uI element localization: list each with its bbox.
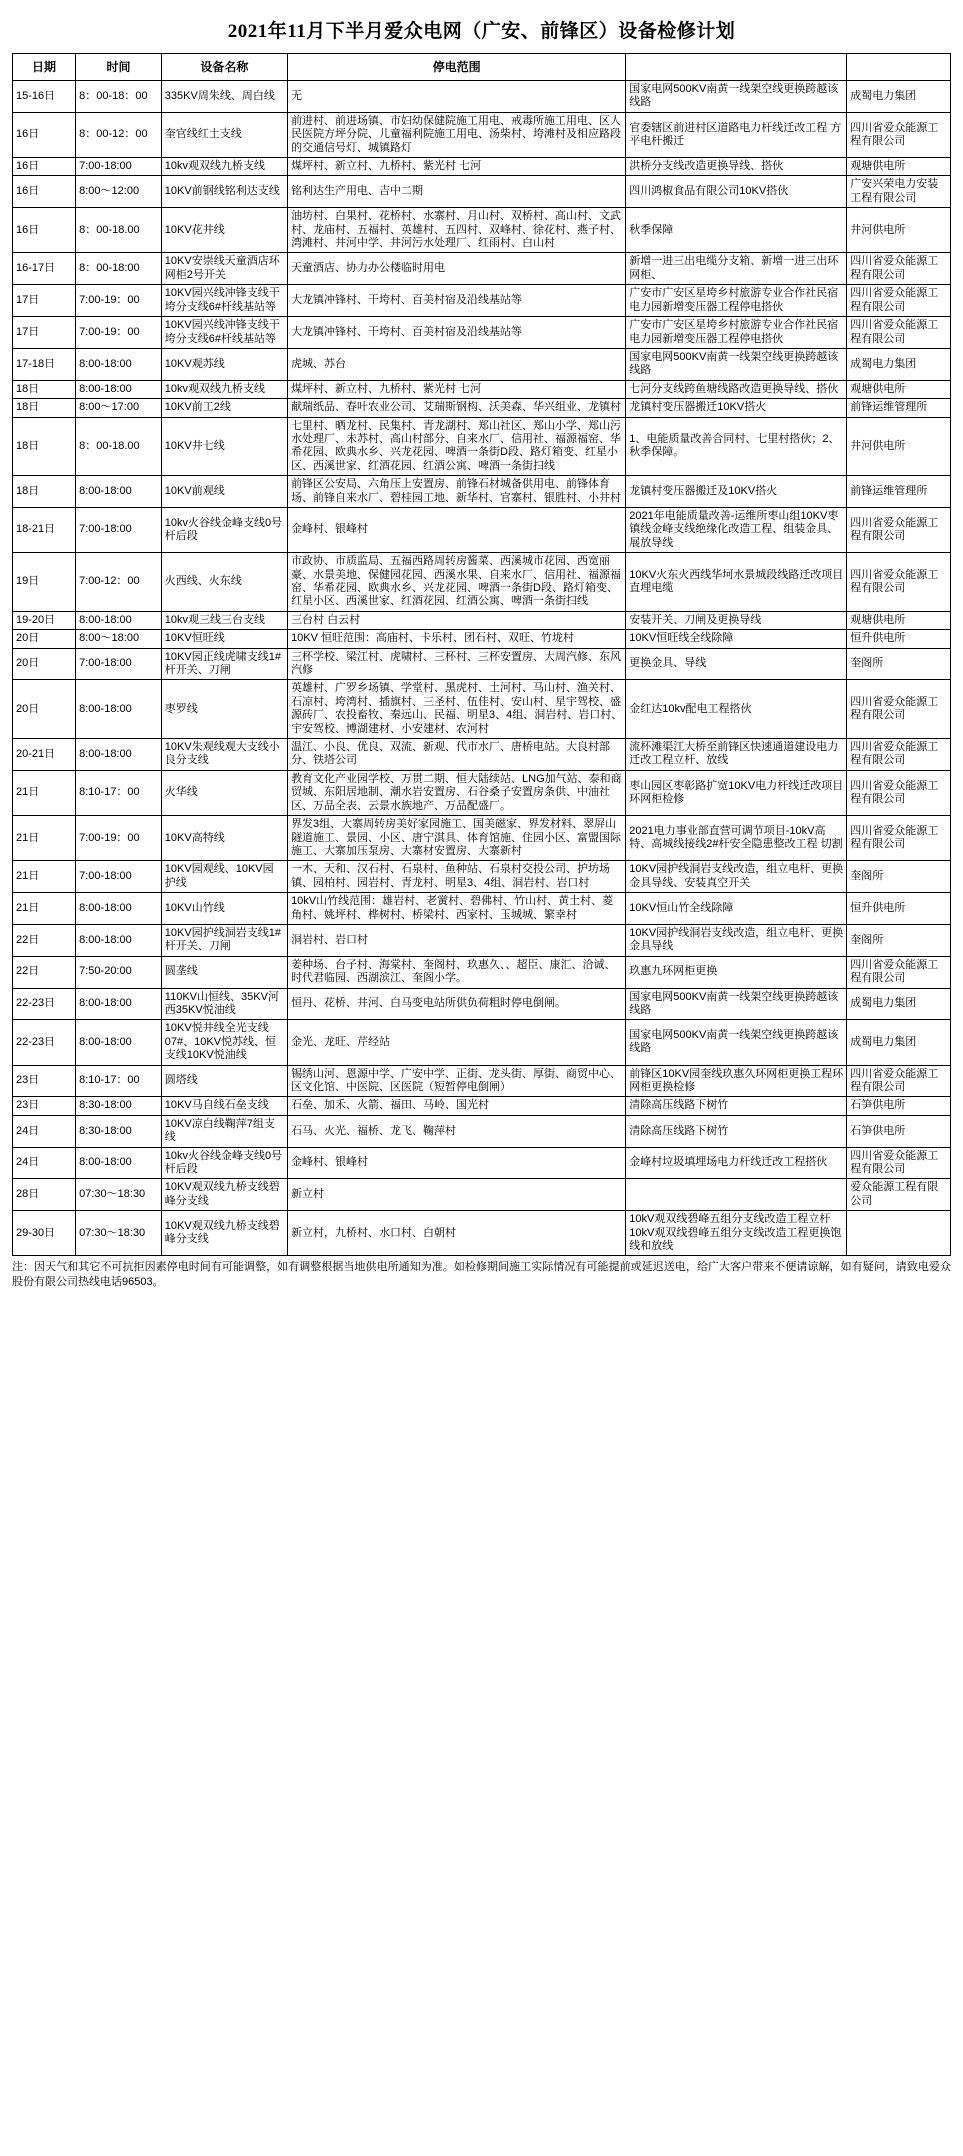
cell-time: 8:00-18:00: [76, 739, 162, 771]
cell-unit: 井河供电所: [847, 417, 951, 476]
table-row: [13, 611, 951, 629]
cell-date: 18-21日: [13, 507, 76, 552]
cell-date: 21日: [13, 770, 76, 815]
cell-unit: 四川省爱众能源工程有限公司: [847, 1065, 951, 1097]
cell-scope: 英雄村、广罗乡场镇、学堂村、黑虎村、土河村、马山村、渔关村、石凉村、垮湾村、插旗村、三圣村、伍佳村、安山村、星宇驾校、盛源砖厂、农投畜牧、秦远山、民福、明星3、4组、洞岩村、岩口村、宇安驾校、博湖建材、小安建材、农河村: [288, 680, 626, 739]
cell-date: 19-20日: [13, 611, 76, 629]
cell-reason: 新增一进三出电缆分支箱、新增一进三出环网柜、: [626, 253, 847, 285]
cell-time: 8:00-18:00: [76, 380, 162, 398]
table-row: [13, 1179, 951, 1211]
cell-unit: 四川省爱众能源工程有限公司: [847, 317, 951, 349]
cell-date: 21日: [13, 816, 76, 861]
maintenance-plan-table: [12, 53, 951, 1256]
cell-time: 7:00-19：00: [76, 317, 162, 349]
cell-scope: 10kV山竹线范围：雄岩村、老黉村、碧佛村、竹山村、黄土村、菱角村、姚坪村、桦树村、桥梁村、西家村、玉城城、繁幸村: [288, 893, 626, 925]
cell-unit: 爱众能源工程有限公司: [847, 1179, 951, 1211]
cell-scope: 界发3组、大寨周转房美好家园施工、国美磁家、界发材料、翠屏山隧道施工、景园、小区、唐宁淇具、体育馆施、住园小区、富盟国际施工、大寨加压泵房、大寨材安置房、大寨新村: [288, 816, 626, 861]
cell-scope: 洞岩村、岩口村: [288, 924, 626, 956]
table-row: [13, 739, 951, 771]
cell-date: 17日: [13, 285, 76, 317]
cell-time: 8:00-18:00: [76, 611, 162, 629]
cell-reason: 流杯滩渠江大桥至前锋区快速通道建设电力迁改工程立杆、放线: [626, 739, 847, 771]
cell-scope: 大龙镇冲锋村、干垮村、百美村宿及沿线基站等: [288, 317, 626, 349]
cell-reason: 安装开关、刀闸及更换导线: [626, 611, 847, 629]
cell-unit: 四川省爱众能源工程有限公司: [847, 680, 951, 739]
cell-scope: 石马、火光、福桥、龙飞、鞠萍村: [288, 1115, 626, 1147]
column-header-reason: [626, 54, 847, 81]
cell-date: 15-16日: [13, 81, 76, 113]
cell-time: 7:00-18:00: [76, 507, 162, 552]
table-row: [13, 417, 951, 476]
cell-unit: 广安兴荣电力安装工程有限公司: [847, 176, 951, 208]
cell-scope: 无: [288, 81, 626, 113]
cell-scope: 金峰村、银峰村: [288, 507, 626, 552]
cell-date: 19日: [13, 553, 76, 612]
cell-equipment: 火华线: [161, 770, 287, 815]
table-row: [13, 680, 951, 739]
cell-equipment: 奎官线红土支线: [161, 112, 287, 157]
table-row: [13, 253, 951, 285]
cell-time: 07:30～18:30: [76, 1179, 162, 1211]
cell-reason: 国家电网500KV南黄一线架空线更换跨越该线路: [626, 348, 847, 380]
cell-scope: 新立村，九桥村、水口村、白朝村: [288, 1211, 626, 1256]
table-row: [13, 956, 951, 988]
cell-time: 7:00-18:00: [76, 861, 162, 893]
cell-date: 22-23日: [13, 1020, 76, 1065]
column-header-time: 时间: [76, 54, 162, 81]
cell-reason: 金红达10kv配电工程搭伙: [626, 680, 847, 739]
cell-time: 7:50-20:00: [76, 956, 162, 988]
cell-date: 24日: [13, 1115, 76, 1147]
cell-time: 8:00-18:00: [76, 348, 162, 380]
cell-unit: 奎阁所: [847, 648, 951, 680]
cell-equipment: 枣罗线: [161, 680, 287, 739]
cell-time: 8:00～17:00: [76, 399, 162, 417]
cell-equipment: 圆垄线: [161, 956, 287, 988]
cell-equipment: 圆塔线: [161, 1065, 287, 1097]
cell-equipment: 10KV前观线: [161, 476, 287, 508]
cell-reason: 枣山园区枣彰路扩宽10KV电力杆线迁改项目环网柜检修: [626, 770, 847, 815]
table-row: [13, 1097, 951, 1115]
cell-scope: 金光、龙旺、芹经站: [288, 1020, 626, 1065]
cell-time: 8:10-17：00: [76, 1065, 162, 1097]
cell-time: 8:30-18:00: [76, 1115, 162, 1147]
cell-time: 7:00-19：00: [76, 285, 162, 317]
cell-equipment: 110KV山恒线、35KV河西35KV悦油线: [161, 988, 287, 1020]
cell-time: 8:00-18:00: [76, 1147, 162, 1179]
cell-equipment: 10kv观三线三台支线: [161, 611, 287, 629]
cell-equipment: 10kv火谷线金峰支线0号杆后段: [161, 1147, 287, 1179]
cell-date: 22日: [13, 924, 76, 956]
table-row: [13, 81, 951, 113]
cell-unit: 四川省爱众能源工程有限公司: [847, 285, 951, 317]
cell-reason: 1、电能质量改善合同村、七里村搭伙；2、秋季保障。: [626, 417, 847, 476]
cell-date: 18日: [13, 476, 76, 508]
cell-reason: 广安市广安区星垮乡村旅游专业合作社民宿电力园新增变压器工程停电搭伙: [626, 317, 847, 349]
table-row: [13, 399, 951, 417]
cell-equipment: 10KV观双线九桥支线碧峰分支线: [161, 1179, 287, 1211]
cell-reason: 前锋区10KV园奎线玖惠久环网柜更换工程环网柜更换检修: [626, 1065, 847, 1097]
cell-scope: 三台村 白云村: [288, 611, 626, 629]
cell-time: 8:00-18:00: [76, 680, 162, 739]
cell-unit: 成蜀电力集团: [847, 81, 951, 113]
cell-scope: 石垒、加禾、火箭、福田、马岭、国光村: [288, 1097, 626, 1115]
cell-date: 28日: [13, 1179, 76, 1211]
cell-time: 8：00-18.00: [76, 208, 162, 253]
cell-unit: 井河供电所: [847, 208, 951, 253]
cell-unit: 成蜀电力集团: [847, 1020, 951, 1065]
cell-unit: 四川省爱众能源工程有限公司: [847, 112, 951, 157]
cell-reason: 洪桥分支线改造更换导线、搭伙: [626, 158, 847, 176]
cell-unit: 观塘供电所: [847, 380, 951, 398]
cell-equipment: 10KV园护线洞岩支线1#杆开关、刀闸: [161, 924, 287, 956]
cell-equipment: 10KV恒旺线: [161, 630, 287, 648]
table-row: [13, 893, 951, 925]
cell-unit: 四川省爱众能源工程有限公司: [847, 770, 951, 815]
table-row: [13, 1147, 951, 1179]
cell-date: 20日: [13, 680, 76, 739]
cell-equipment: 10KV井七线: [161, 417, 287, 476]
cell-reason: 清除高压线路下树竹: [626, 1115, 847, 1147]
cell-unit: 四川省爱众能源工程有限公司: [847, 507, 951, 552]
cell-unit: 观塘供电所: [847, 611, 951, 629]
cell-equipment: 火西线、火东线: [161, 553, 287, 612]
cell-equipment: 10KV山竹线: [161, 893, 287, 925]
cell-date: 16日: [13, 158, 76, 176]
cell-unit: 成蜀电力集团: [847, 348, 951, 380]
cell-unit: 四川省爱众能源工程有限公司: [847, 553, 951, 612]
cell-time: 8:00-18:00: [76, 924, 162, 956]
cell-equipment: 10KV园正线虎啸支线1#杆开关、刀闸: [161, 648, 287, 680]
table-row: [13, 770, 951, 815]
cell-equipment: 10KV花井线: [161, 208, 287, 253]
table-row: [13, 285, 951, 317]
cell-equipment: 10KV朱观线观大支线小良分支线: [161, 739, 287, 771]
cell-equipment: 10KV悦井线全光支线07#、10KV悦苏线、恒支线10KV悦油线: [161, 1020, 287, 1065]
cell-date: 20日: [13, 648, 76, 680]
cell-scope: 虎城、苏台: [288, 348, 626, 380]
page-title: 2021年11月下半月爱众电网（广安、前锋区）设备检修计划: [227, 21, 736, 42]
cell-unit: 四川省爱众能源工程有限公司: [847, 739, 951, 771]
table-row: [13, 924, 951, 956]
cell-unit: [847, 1211, 951, 1256]
cell-equipment: 10KV高特线: [161, 816, 287, 861]
cell-time: 7:00-18:00: [76, 648, 162, 680]
cell-reason: 清除高压线路下树竹: [626, 1097, 847, 1115]
cell-equipment: 10KV园观线、10KV园护线: [161, 861, 287, 893]
cell-date: 20日: [13, 630, 76, 648]
table-row: [13, 1115, 951, 1147]
cell-reason: 金峰村垃圾填埋场电力杆线迁改工程搭伙: [626, 1147, 847, 1179]
table-row: [13, 158, 951, 176]
cell-scope: 温江、小良、优良、双流、新观、代市水厂、唐桥电站。大良村部分、铁塔公司: [288, 739, 626, 771]
cell-scope: 姜种场、台子村、海棠村、奎阁村、玖惠久、、超臣、康汇、洽诚、时代君临园、西湖滨江、奎阁小学。: [288, 956, 626, 988]
cell-time: 8：00-18:00: [76, 253, 162, 285]
cell-reason: 10KV园护线洞岩支线改造，组立电杆、更换金具导线、安装真空开关: [626, 861, 847, 893]
cell-reason: 10kV观双线碧峰五组分支线改造工程立杆10kV观双线碧峰五组分支线改造工程更换饱线和放线: [626, 1211, 847, 1256]
cell-reason: 官委辖区前进村区道路电力杆线迁改工程 方平电杆搬迁: [626, 112, 847, 157]
cell-equipment: 10kv观双线九桥支线: [161, 380, 287, 398]
column-header-scope: 停电范围: [288, 54, 626, 81]
cell-unit: 四川省爱众能源工程有限公司: [847, 956, 951, 988]
cell-equipment: 10KV园兴线冲锋支线干垮分支线6#杆线基站等: [161, 317, 287, 349]
cell-time: 7:00-18:00: [76, 158, 162, 176]
cell-time: 8：00-12：00: [76, 112, 162, 157]
cell-reason: 龙镇村变压器搬迁及10KV搭火: [626, 476, 847, 508]
cell-equipment: 10KV马自线石垒支线: [161, 1097, 287, 1115]
cell-time: 8:00-18:00: [76, 1020, 162, 1065]
cell-scope: 锡绣山河、恩源中学、广安中学、正街、龙头街、厚街、商贸中心、区文化馆、中医院、区医院（短暂停电倒闸）: [288, 1065, 626, 1097]
cell-date: 23日: [13, 1065, 76, 1097]
cell-date: 16日: [13, 176, 76, 208]
cell-reason: 七河分支线跨鱼塘线路改造更换导线、搭伙: [626, 380, 847, 398]
table-row: [13, 476, 951, 508]
cell-unit: 恒升供电所: [847, 893, 951, 925]
cell-scope: 10KV 恒旺范围：高庙村、卡乐村、团石村、双旺、竹垅村: [288, 630, 626, 648]
table-row: [13, 507, 951, 552]
cell-time: 8:00-18:00: [76, 893, 162, 925]
cell-unit: 恒升供电所: [847, 630, 951, 648]
cell-unit: 四川省爱众能源工程有限公司: [847, 253, 951, 285]
cell-unit: 奎阁所: [847, 861, 951, 893]
cell-date: 16-17日: [13, 253, 76, 285]
cell-equipment: 10KV凉白线鞠萍7组支线: [161, 1115, 287, 1147]
cell-scope: 天童酒店、协力办公楼临时用电: [288, 253, 626, 285]
table-row: [13, 1211, 951, 1256]
table-row: [13, 317, 951, 349]
table-row: [13, 176, 951, 208]
table-row: [13, 988, 951, 1020]
cell-date: 18日: [13, 380, 76, 398]
cell-time: 8：00-18.00: [76, 417, 162, 476]
cell-equipment: 10kv观双线九桥支线: [161, 158, 287, 176]
cell-reason: 10KV园护线洞岩支线改造，组立电杆、更换金具导线: [626, 924, 847, 956]
table-row: [13, 112, 951, 157]
cell-date: 23日: [13, 1097, 76, 1115]
cell-equipment: 10KV园兴线冲锋支线干垮分支线6#杆线基站等: [161, 285, 287, 317]
table-row: [13, 208, 951, 253]
cell-unit: 四川省爱众能源工程有限公司: [847, 1147, 951, 1179]
cell-unit: 奎阁所: [847, 924, 951, 956]
cell-equipment: 10kv火谷线金峰支线0号杆后段: [161, 507, 287, 552]
cell-unit: 石笋供电所: [847, 1097, 951, 1115]
cell-reason: 10KV火东火西线华坷水景城段线路迁改项目直埋电缆: [626, 553, 847, 612]
cell-date: 24日: [13, 1147, 76, 1179]
table-row: [13, 648, 951, 680]
cell-reason: [626, 1179, 847, 1211]
table-row: [13, 861, 951, 893]
cell-date: 21日: [13, 861, 76, 893]
cell-scope: 献瑞纸品、春叶农业公司、艾瑞斯钢构、沃美森、华兴组业、龙镇村: [288, 399, 626, 417]
cell-scope: 市政协、市质监局、五福西路周转房酱菜、西溪城市花园、西宽丽豪、水景美地、保健园花园、西溪水果、自来水厂、信用社、福源福窑、华希花园、欧典水乡、兴龙花园、啤酒一条街D段、路灯箱变、红星小区、西溪世家、红酒花园、红酒公寓、啤酒一条街扫线: [288, 553, 626, 612]
column-header-date: 日期: [13, 54, 76, 81]
cell-reason: 10KV恒山竹全线除障: [626, 893, 847, 925]
cell-date: 17-18日: [13, 348, 76, 380]
cell-date: 22-23日: [13, 988, 76, 1020]
cell-time: 8:00～12:00: [76, 176, 162, 208]
cell-date: 20-21日: [13, 739, 76, 771]
cell-reason: 秋季保障: [626, 208, 847, 253]
cell-reason: 龙镇村变压器搬迁10KV搭火: [626, 399, 847, 417]
cell-scope: 前锋区公安局、六角压上安置房、前锋石材城备供用电、前锋体育场、前锋自来水厂、碧桂园工地、新华村、官寨村、银胜村、小井村: [288, 476, 626, 508]
cell-unit: 观塘供电所: [847, 158, 951, 176]
cell-reason: 玖惠九环网柜更换: [626, 956, 847, 988]
cell-reason: 2021电力事业部直营可调节项目-10kV高特、高城线接线2#杆安全隐患整改工程 切割: [626, 816, 847, 861]
table-row: [13, 553, 951, 612]
cell-unit: 石笋供电所: [847, 1115, 951, 1147]
cell-reason: 国家电网500KV南黄一线架空线更换跨越该线路: [626, 81, 847, 113]
cell-scope: 油坊村、白果村、花桥村、水寨村、月山村、双桥村、高山村、文武村、龙庙村、五福村、英雄村、五四村、双峰村、徐花村、燕子村、湾滩村、井河中学、井河污水处理厂、红雨村、白山村: [288, 208, 626, 253]
table-row: [13, 348, 951, 380]
cell-date: 16日: [13, 208, 76, 253]
cell-date: 18日: [13, 417, 76, 476]
table-row: [13, 1020, 951, 1065]
cell-time: 7:00-19：00: [76, 816, 162, 861]
cell-date: 17日: [13, 317, 76, 349]
cell-time: 7:00-12：00: [76, 553, 162, 612]
table-row: [13, 816, 951, 861]
cell-equipment: 10KV观双线九桥支线碧峰分支线: [161, 1211, 287, 1256]
cell-reason: 国家电网500KV南黄一线架空线更换跨越该线路: [626, 988, 847, 1020]
column-header-equipment: 设备名称: [161, 54, 287, 81]
cell-scope: 恒丹、花桥、井河、白马变电站所供负荷粗时停电倒闸。: [288, 988, 626, 1020]
cell-scope: 七里村、晒龙村、民集村、青龙湖村、郑山社区、郑山小学、郑山污水处理厂、未苏村、高山村部分、自来水厂、信用社、福源福窑、华希花园、欧典水乡、兴龙花园、啤酒一条街D段、路灯箱变、红星小区、西溪世家、红酒花园、红酒公寓、啤酒一条街扫线: [288, 417, 626, 476]
table-header-row: [13, 54, 951, 81]
cell-equipment: 10KV前工2线: [161, 399, 287, 417]
cell-time: 8：00-18：00: [76, 81, 162, 113]
cell-date: 21日: [13, 893, 76, 925]
cell-scope: 铭利达生产用电、吉中二期: [288, 176, 626, 208]
cell-date: 16日: [13, 112, 76, 157]
cell-equipment: 335KV周朱线、周白线: [161, 81, 287, 113]
cell-reason: 10KV恒旺线全线除障: [626, 630, 847, 648]
cell-equipment: 10KV观苏线: [161, 348, 287, 380]
cell-scope: 煤坪村、新立村、九桥村、紫光村 七河: [288, 158, 626, 176]
cell-unit: 成蜀电力集团: [847, 988, 951, 1020]
cell-time: 8:30-18:00: [76, 1097, 162, 1115]
cell-time: 07:30～18:30: [76, 1211, 162, 1256]
cell-time: 8:00-18:00: [76, 988, 162, 1020]
cell-unit: 四川省爱众能源工程有限公司: [847, 816, 951, 861]
column-header-unit: [847, 54, 951, 81]
table-header: [13, 54, 951, 81]
cell-date: 18日: [13, 399, 76, 417]
cell-unit: 前锋运维管理所: [847, 476, 951, 508]
table-row: [13, 630, 951, 648]
cell-time: 8:00～18:00: [76, 630, 162, 648]
table-body: [13, 81, 951, 1256]
cell-reason: 广安市广安区星垮乡村旅游专业合作社民宿电力园新增变压器工程停电搭伙: [626, 285, 847, 317]
cell-time: 8:10-17：00: [76, 770, 162, 815]
cell-date: 29-30日: [13, 1211, 76, 1256]
cell-unit: 前锋运维管理所: [847, 399, 951, 417]
cell-scope: 煤坪村、新立村、九桥村、紫光村 七河: [288, 380, 626, 398]
cell-reason: 四川鸿椒食品有限公司10KV搭伙: [626, 176, 847, 208]
cell-scope: 一木、天和、汉石村、石泉村、鱼种站、石泉村交投公司、护坊场镇、园柏村、园岩村、青龙村、明星3、4组、洞岩村、岩口村: [288, 861, 626, 893]
cell-scope: 三杯学校、梁江村、虎啸村、三杯村、三杯安置房、大周汽修、东风汽修: [288, 648, 626, 680]
cell-scope: 大龙镇冲锋村、干垮村、百美村宿及沿线基站等: [288, 285, 626, 317]
footer-note: 注：因天气和其它不可抗拒因素停电时间有可能调整，如有调整根据当地供电所通知为准。如检修期间施工实际情况有可能提前或延迟送电，给广大客户带来不便请谅解，如有疑问，请致电爱众股份有限公司热线电话96503。: [12, 1261, 951, 1288]
cell-reason: 更换金具、导线: [626, 648, 847, 680]
cell-scope: 前进村、前进场镇、市妇幼保健院施工用电、戒毒所施工用电、区人民医院方坪分院、儿童福利院施工用电、汤柴村、垮滩村及相应路段的交通信号灯、城镇路灯: [288, 112, 626, 157]
cell-date: 22日: [13, 956, 76, 988]
table-row: [13, 380, 951, 398]
cell-reason: 2021年电能质量改善-运维所枣山组10KV枣镇线金峰支线绝缘化改造工程、组装金具、展放导线: [626, 507, 847, 552]
cell-time: 8:00-18:00: [76, 476, 162, 508]
cell-scope: 教育文化产业园学校、万贯二期、恒大陆续站、LNG加气站、泰和商贸城、东阳居地制、潮水岩安置房、石谷桑子安置房条供、中油社区、万品全表、云景水族地产、万品配盛厂。: [288, 770, 626, 815]
cell-equipment: 10KV前钢线铭利达支线: [161, 176, 287, 208]
table-row: [13, 1065, 951, 1097]
cell-scope: 新立村: [288, 1179, 626, 1211]
cell-equipment: 10KV安崇线天童酒店环网柜2号开关: [161, 253, 287, 285]
cell-reason: 国家电网500KV南黄一线架空线更换跨越该线路: [626, 1020, 847, 1065]
cell-scope: 金峰村、银峰村: [288, 1147, 626, 1179]
